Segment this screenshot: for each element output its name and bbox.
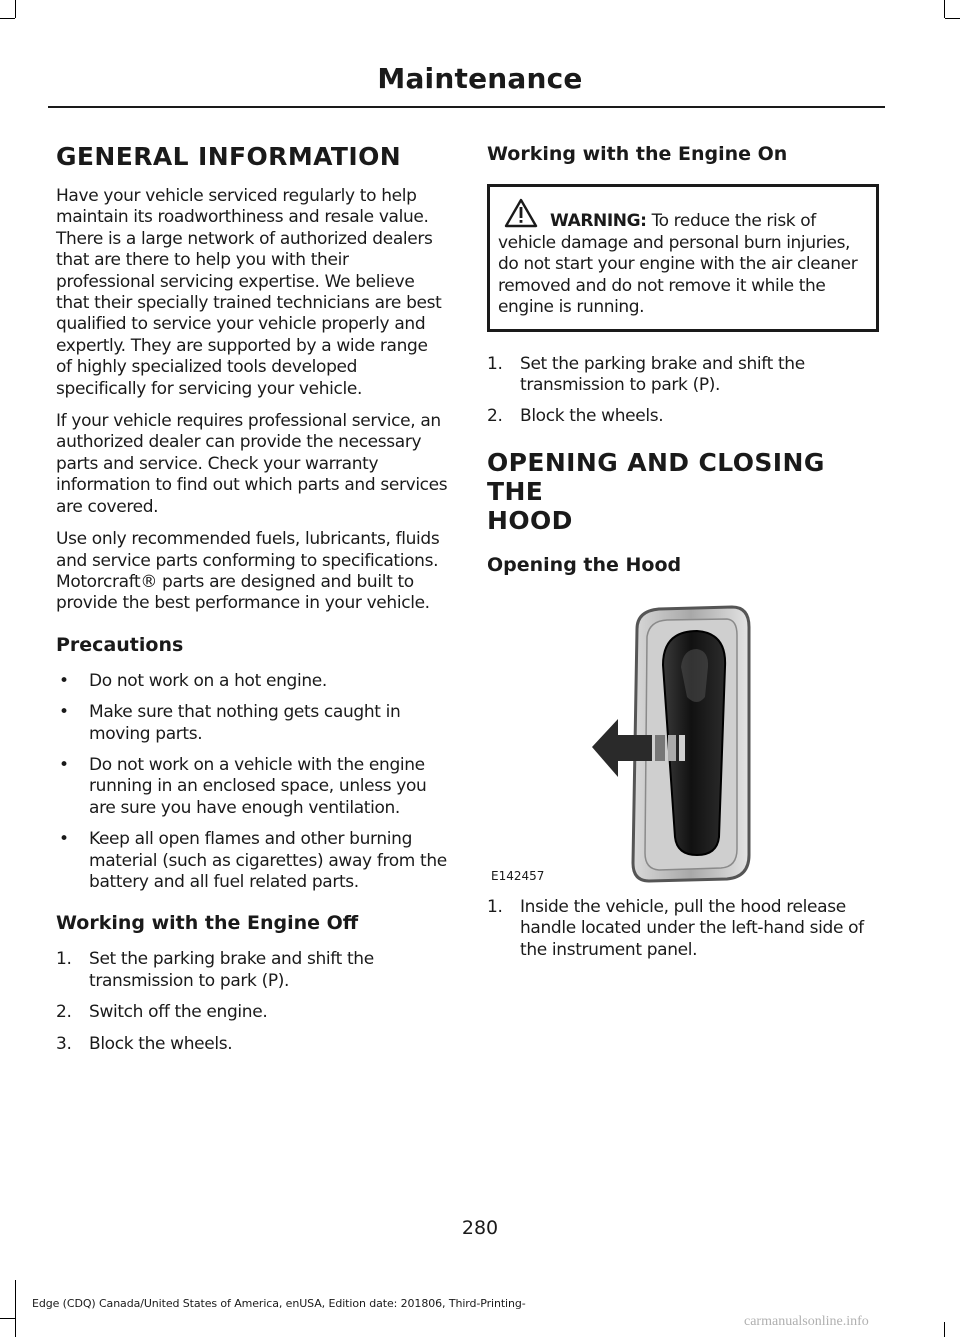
crop-mark [15,1280,16,1337]
watermark: carmanualsonline.info [744,1314,869,1329]
crop-mark [945,18,960,19]
hood-release-figure [487,587,879,887]
left-column [56,142,448,1065]
engine-off-heading: Working with the Engine Off [56,912,359,935]
engine-on-steps [487,354,879,428]
engine-on-heading: Working with the Engine On [487,143,788,165]
list-item: • Do not work on a hot engine. [59,670,327,691]
general-paragraph: If your vehicle requires professional service, an authorized dealer can provide the necessary parts and service. Check your warranty information to find out which parts and services are covered. [56,411,448,517]
warning-triangle-icon [504,198,538,228]
list-item: • Do not work on a vehicle with the engine running in an enclosed space, unless you are sure you have enough ventilation. [59,754,427,818]
list-item: 3. Block the wheels. [56,1033,233,1054]
opening-hood-steps [487,897,879,961]
list-item: 2. Switch off the engine. [56,1002,268,1023]
general-information-heading: GENERAL INFORMATION [56,142,402,171]
precautions-list [56,671,448,894]
list-item: 1. Set the parking brake and shift the transmission to park (P). [56,949,374,991]
list-item: 1. Inside the vehicle, pull the hood release handle located under the left-hand side of the instrument panel. [487,896,864,960]
page-number: 280 [461,1217,499,1239]
precautions-heading: Precautions [56,633,184,656]
page-title: Maintenance [377,62,583,95]
figure-id-label: E142457 [491,868,545,883]
header-divider [48,106,885,108]
warning-label: WARNING: [550,211,647,231]
engine-off-steps [56,949,448,1055]
general-paragraph: Have your vehicle serviced regularly to help maintain its roadworthiness and resale value. There is a large network of authorized dealers that are there to help you with their professional servicing expertise. We believe that their specially trained technicians are best qualified to service your vehicle properly and expertly. They are supported by a wide range of highly specialized tools developed specifically for servicing your vehicle. [56,186,442,399]
right-column [487,142,879,971]
general-paragraph: Use only recommended fuels, lubricants, fluids and service parts conforming to specifications. Motorcraft® parts are designed and built to provide the best performance in your vehicle. [56,529,440,614]
hood-release-handle-illustration [487,587,879,887]
crop-mark [944,0,945,18]
warning-text: WARNING: To reduce the risk of vehicle damage and personal burn injuries, do not start your engine with the air cleaner removed and do not remove it while the engine is running. [498,211,858,317]
opening-hood-heading: Opening the Hood [487,553,682,576]
crop-mark [944,1322,945,1337]
warning-box [487,184,879,332]
list-item: • Make sure that nothing gets caught in moving parts. [59,702,401,744]
list-item: 2. Block the wheels. [487,406,664,427]
crop-mark [0,1318,15,1319]
list-item: • Keep all open flames and other burning material (such as cigarettes) away from the battery and all fuel related parts. [59,829,447,892]
crop-mark [15,0,16,18]
crop-mark [0,18,15,19]
edition-footer: Edge (CDQ) Canada/United States of America, enUSA, Edition date: 201806, Third-Printing- [32,1297,526,1310]
opening-closing-hood-heading: OPENING AND CLOSING THE HOOD [487,447,825,535]
list-item: 1. Set the parking brake and shift the transmission to park (P). [487,353,805,395]
